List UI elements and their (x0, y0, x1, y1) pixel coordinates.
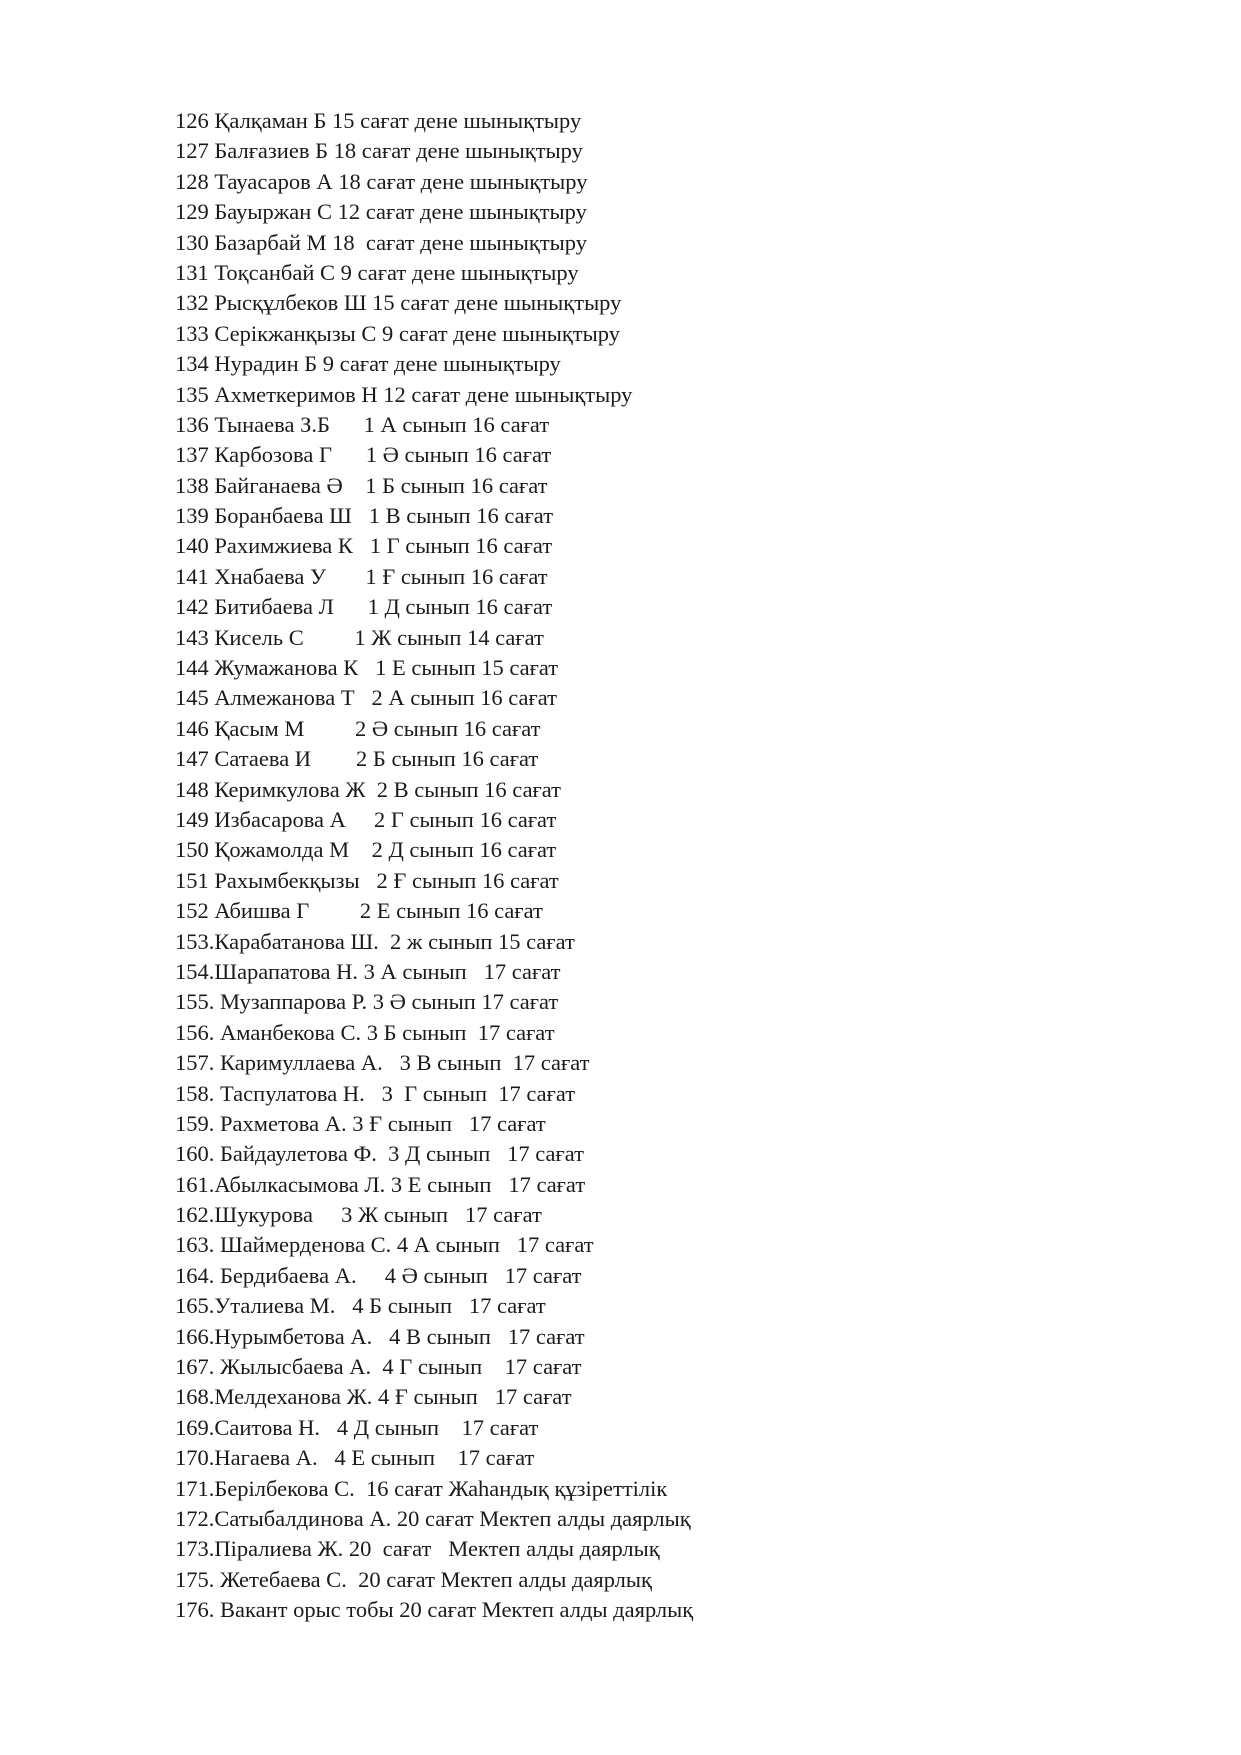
text-line: 144 Жумажанова К 1 Е сынып 15 сағат (175, 655, 559, 681)
text-line: 163. Шаймерденова С. 4 А сынып 17 сағат (175, 1232, 594, 1258)
text-line: 127 Балғазиев Б 18 сағат дене шынықтыру (175, 138, 583, 164)
text-line: 162.Шукурова 3 Ж сынып 17 сағат (175, 1202, 542, 1228)
text-line: 157. Каримуллаева А. 3 В сынып 17 сағат (175, 1050, 590, 1076)
text-line: 153.Карабатанова Ш. 2 ж сынып 15 сағат (175, 928, 575, 954)
text-line: 152 Абишва Г 2 Е сынып 16 сағат (175, 898, 543, 924)
text-line: 148 Керимкулова Ж 2 В сынып 16 сағат (175, 776, 562, 802)
text-line: 142 Битибаева Л 1 Д сынып 16 сағат (175, 594, 553, 620)
text-line: 129 Бауыржан С 12 сағат дене шынықтыру (175, 199, 587, 225)
text-line: 160. Байдаулетова Ф. 3 Д сынып 17 сағат (175, 1141, 584, 1167)
text-line: 169.Саитова Н. 4 Д сынып 17 сағат (175, 1414, 539, 1440)
text-line: 159. Рахметова А. 3 Ғ сынып 17 сағат (175, 1110, 546, 1136)
text-line: 170.Нагаева А. 4 Е сынып 17 сағат (175, 1445, 535, 1471)
text-line: 172.Сатыбалдинова А. 20 сағат Мектеп алды даярлық (175, 1505, 691, 1531)
text-line: 132 Рысқұлбеков Ш 15 сағат дене шынықтыру (175, 290, 622, 316)
text-line: 141 Хнабаева У 1 Ғ сынып 16 сағат (175, 563, 548, 589)
text-line: 138 Байганаева Ә 1 Б сынып 16 сағат (175, 472, 548, 498)
text-line: 135 Ахметкеримов Н 12 сағат дене шынықтыру (175, 381, 633, 407)
text-line: 175. Жетебаева С. 20 сағат Мектеп алды даярлық (175, 1566, 652, 1592)
text-line: 171.Берілбекова С. 16 сағат Жаһандық құзіреттілік (175, 1475, 668, 1501)
text-line: 137 Карбозова Г 1 Ә сынып 16 сағат (175, 442, 552, 468)
text-line: 133 Серікжанқызы С 9 сағат дене шынықтыру (175, 320, 620, 346)
text-line: 143 Кисель С 1 Ж сынып 14 сағат (175, 624, 544, 650)
text-line: 165.Уталиева М. 4 Б сынып 17 сағат (175, 1293, 546, 1319)
text-line: 146 Қасым М 2 Ә сынып 16 сағат (175, 715, 541, 741)
text-line: 130 Базарбай М 18 сағат дене шынықтыру (175, 229, 587, 255)
text-line: 156. Аманбекова С. 3 Б сынып 17 сағат (175, 1019, 555, 1045)
text-line: 140 Рахимжиева К 1 Г сынып 16 сағат (175, 533, 553, 559)
text-line: 167. Жылысбаева А. 4 Г сынып 17 сағат (175, 1354, 582, 1380)
text-line: 150 Қожамолда М 2 Д сынып 16 сағат (175, 837, 557, 863)
text-line: 176. Вакант орыс тобы 20 сағат Мектеп алды даярлық (175, 1597, 694, 1623)
text-line: 155. Музаппарова Р. 3 Ә сынып 17 сағат (175, 989, 559, 1015)
text-line: 145 Алмежанова Т 2 А сынып 16 сағат (175, 685, 557, 711)
text-line: 136 Тынаева З.Б 1 А сынып 16 сағат (175, 411, 550, 437)
document-lines (175, 106, 1221, 1626)
text-line: 161.Абылкасымова Л. 3 Е сынып 17 сағат (175, 1171, 586, 1197)
text-line: 168.Мелдеханова Ж. 4 Ғ сынып 17 сағат (175, 1384, 572, 1410)
text-line: 126 Қалқаман Б 15 сағат дене шынықтыру (175, 108, 582, 133)
text-line: 164. Бердибаева А. 4 Ә сынып 17 сағат (175, 1262, 582, 1288)
text-line: 166.Нурымбетова А. 4 В сынып 17 сағат (175, 1323, 585, 1349)
text-line: 139 Боранбаева Ш 1 В сынып 16 сағат (175, 503, 554, 529)
text-line: 147 Сатаева И 2 Б сынып 16 сағат (175, 746, 539, 772)
text-line: 158. Таспулатова Н. 3 Г сынып 17 сағат (175, 1080, 576, 1106)
text-line: 173.Піралиева Ж. 20 сағат Мектеп алды даярлық (175, 1536, 660, 1562)
text-line: 151 Рахымбекқызы 2 Ғ сынып 16 сағат (175, 867, 559, 893)
text-line: 134 Нурадин Б 9 сағат дене шынықтыру (175, 351, 561, 377)
text-line: 154.Шарапатова Н. 3 А сынып 17 сағат (175, 958, 561, 984)
text-line: 131 Тоқсанбай С 9 сағат дене шынықтыру (175, 259, 579, 285)
text-line: 149 Избасарова А 2 Г сынып 16 сағат (175, 806, 557, 832)
text-line: 128 Тауасаров А 18 сағат дене шынықтыру (175, 168, 588, 194)
